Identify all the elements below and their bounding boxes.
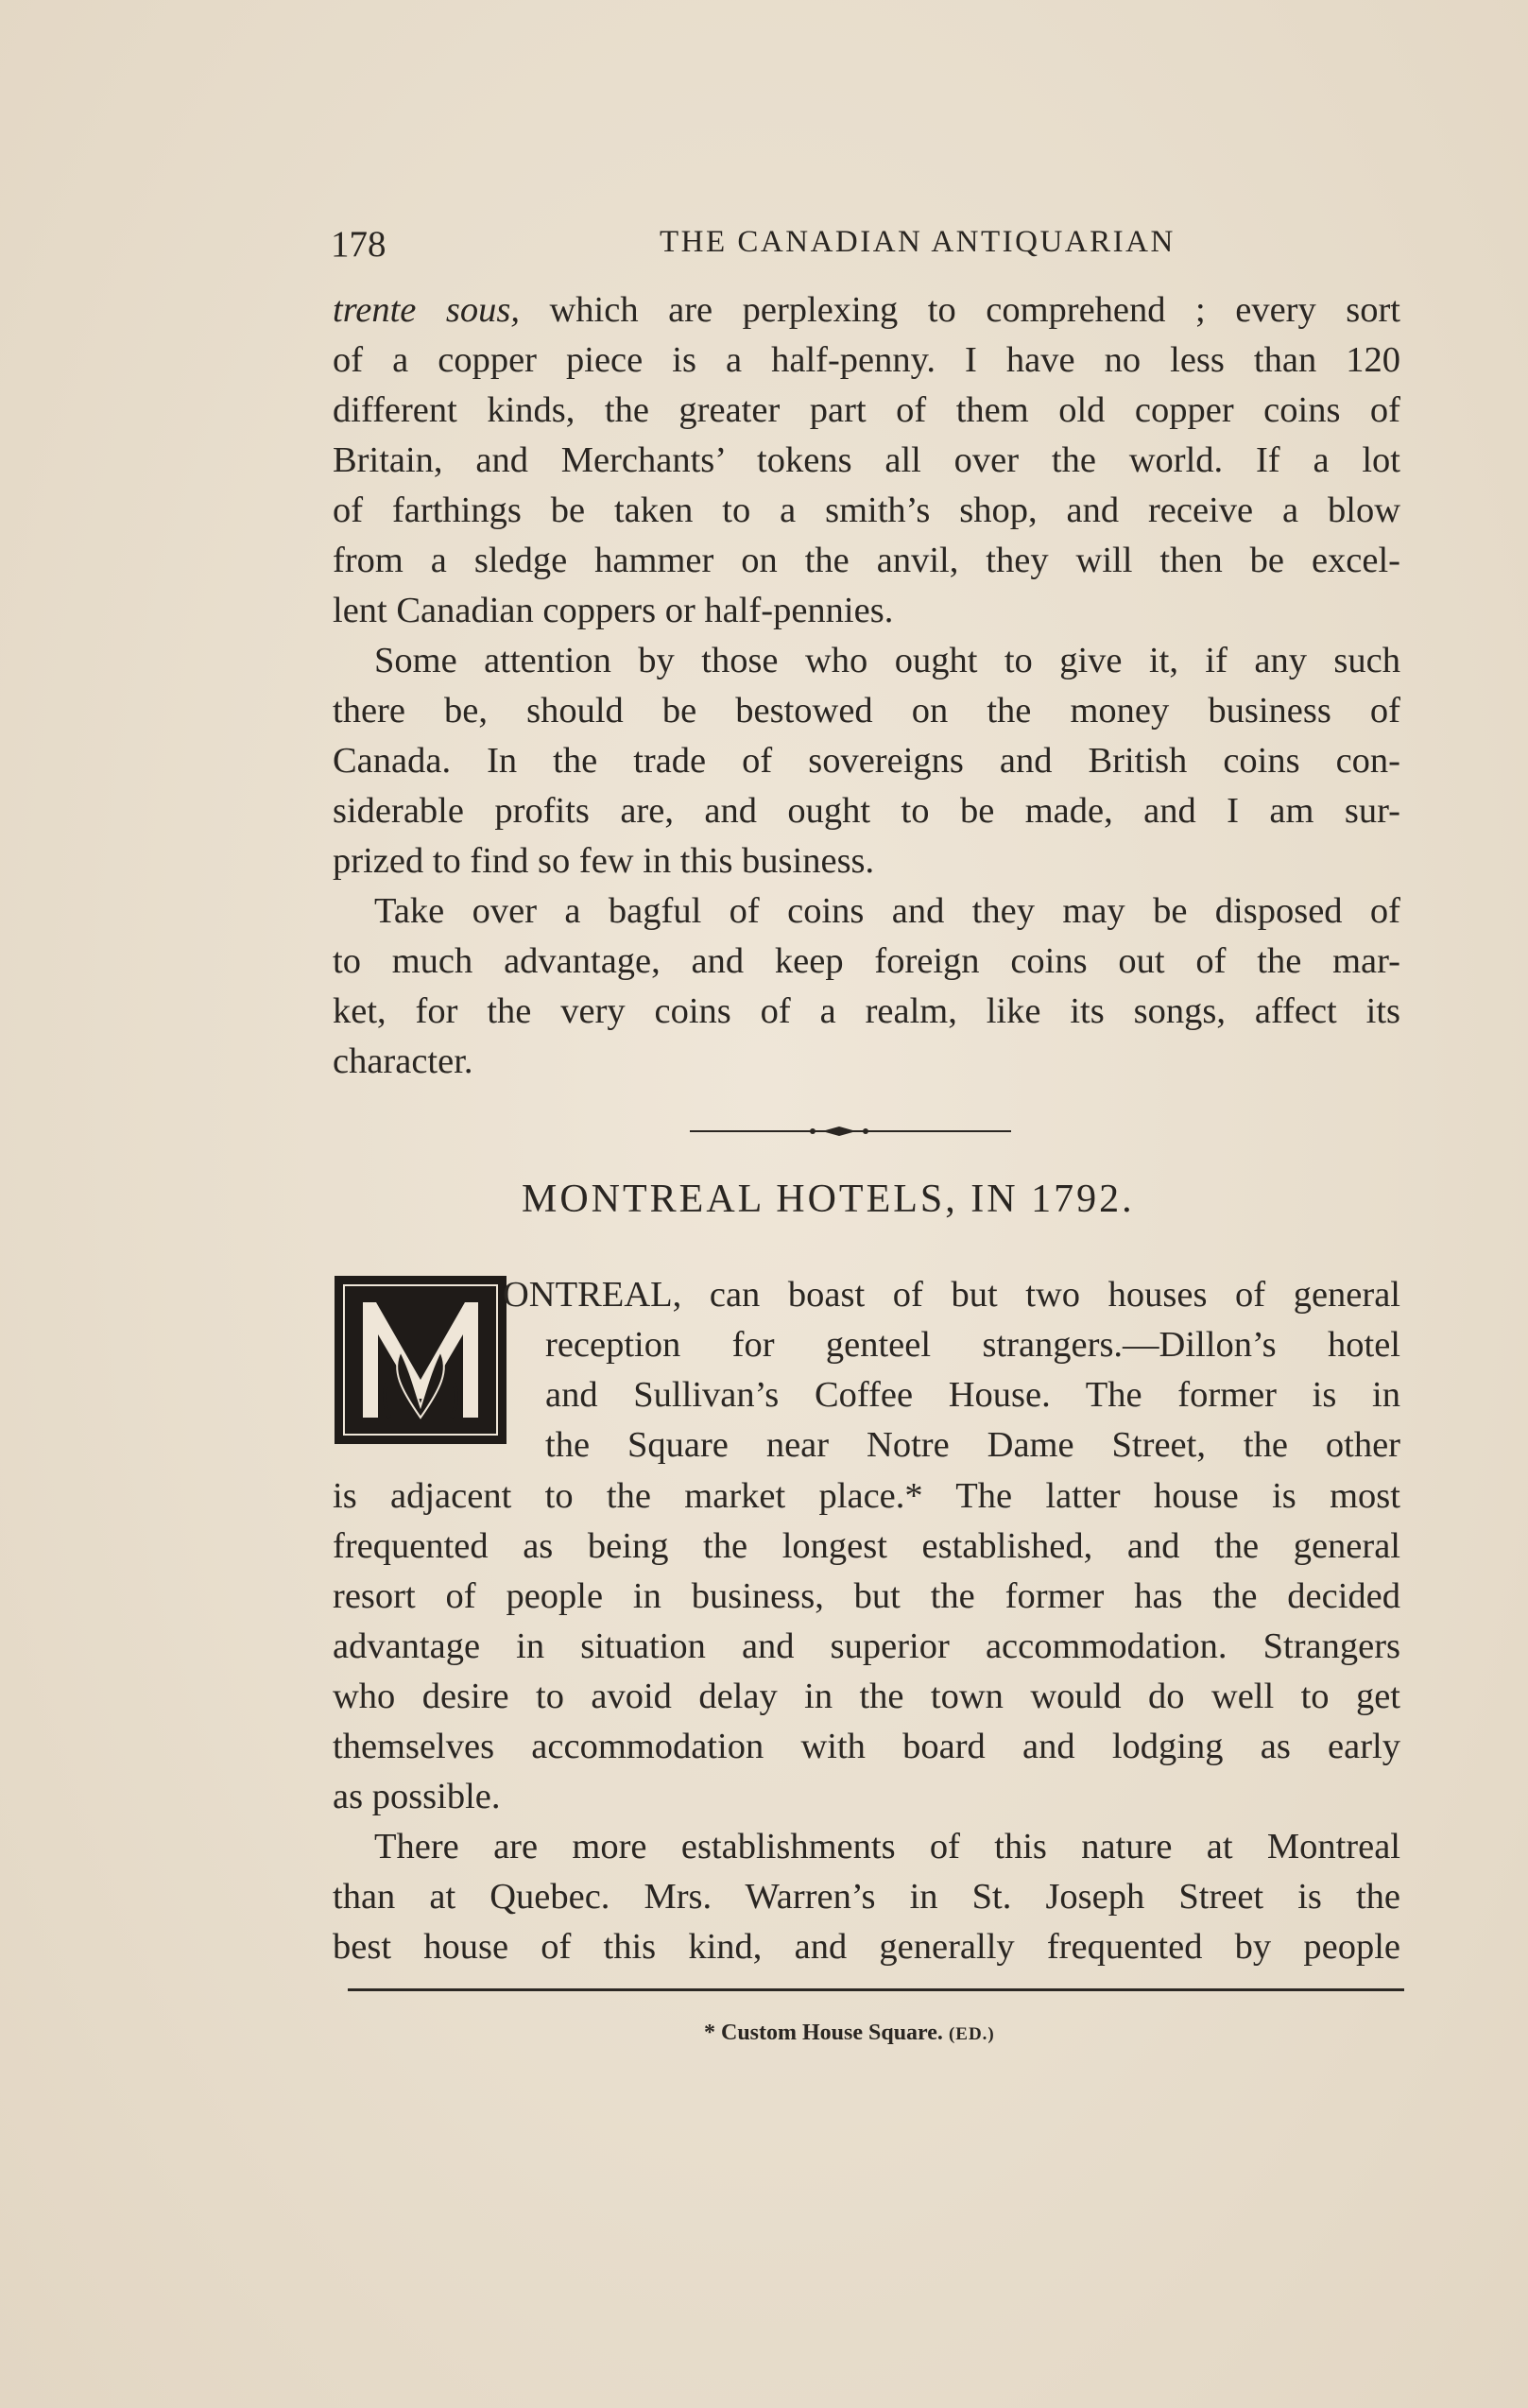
line-text: of farthings be taken to a smith’s shop, and receive a blow	[333, 490, 1400, 530]
text-line	[333, 987, 1400, 1037]
line-text: advantage in situation and superior accommodation. Strangers	[333, 1626, 1400, 1666]
text-line	[333, 1922, 1400, 1972]
line-text: there be, should be bestowed on the money business of	[333, 691, 1400, 731]
text-line	[333, 1772, 1400, 1822]
line-text: which are perplexing to comprehend ; every sort	[519, 290, 1400, 330]
line-text: who desire to avoid delay in the town would do well to get	[333, 1677, 1400, 1716]
line-text: character.	[333, 1041, 473, 1081]
line-text: ket, for the very coins of a realm, like its songs, affect its	[333, 991, 1400, 1031]
text-line	[333, 1872, 1400, 1922]
line-text: siderable profits are, and ought to be made, and I am sur-	[333, 791, 1400, 831]
first-section-text	[333, 285, 1400, 1087]
section-heading: MONTREAL HOTELS, IN 1792.	[522, 1178, 1135, 1221]
text-line	[333, 886, 1400, 937]
line-text: frequented as being the longest established, and the general	[333, 1526, 1400, 1566]
second-section-text	[333, 1471, 1400, 1972]
text-line	[333, 1037, 1400, 1087]
footnote-text: Custom House Square.	[721, 2021, 943, 2045]
line-text: of a copper piece is a half-penny. I have no less than 120	[333, 340, 1400, 380]
section-divider-ornament	[690, 1121, 1011, 1142]
text-line	[333, 436, 1400, 486]
drop-cap-text-line: ONTREAL, can boast of but two houses of general	[503, 1275, 1400, 1315]
page-number: 178	[331, 224, 386, 265]
line-text: than at Quebec. Mrs. Warren’s in St. Joseph Street is the	[333, 1877, 1400, 1917]
line-text: resort of people in business, but the former has the decided	[333, 1576, 1400, 1616]
text-line	[333, 1672, 1400, 1722]
text-line	[333, 1471, 1400, 1522]
text-line	[333, 636, 1400, 686]
line-text: lent Canadian coppers or half-pennies.	[333, 591, 894, 630]
text-line	[333, 1572, 1400, 1622]
drop-cap-text-line: the Square near Notre Dame Street, the other	[545, 1425, 1400, 1465]
text-line	[333, 285, 1400, 335]
text-line	[333, 536, 1400, 586]
footnote	[704, 2021, 995, 2046]
text-line	[333, 1522, 1400, 1572]
line-text: Take over a bagful of coins and they may be disposed of	[374, 891, 1400, 931]
line-text: different kinds, the greater part of them old copper coins of	[333, 390, 1400, 430]
line-text: Canada. In the trade of sovereigns and British coins con-	[333, 741, 1400, 781]
text-line	[333, 736, 1400, 786]
text-line	[333, 1622, 1400, 1672]
text-line	[333, 1822, 1400, 1872]
text-line	[333, 937, 1400, 987]
text-line	[333, 486, 1400, 536]
footnote-rule	[348, 1988, 1404, 1991]
running-title: THE CANADIAN ANTIQUARIAN	[660, 225, 1176, 259]
drop-cap-text-line: reception for genteel strangers.—Dillon’s hotel	[545, 1325, 1400, 1365]
drop-cap-text-line: and Sullivan’s Coffee House. The former is in	[545, 1375, 1400, 1415]
line-text: themselves accommodation with board and lodging as early	[333, 1727, 1400, 1766]
line-text: best house of this kind, and generally frequented by people	[333, 1927, 1400, 1967]
line-text: There are more establishments of this nature at Montreal	[374, 1827, 1400, 1866]
line-text: prized to find so few in this business.	[333, 841, 875, 881]
line-text: as possible.	[333, 1777, 501, 1816]
text-line	[333, 686, 1400, 736]
footnote-marker: *	[704, 2021, 715, 2045]
line-text: to much advantage, and keep foreign coins out of the mar-	[333, 941, 1400, 981]
decorative-drop-cap	[335, 1276, 506, 1444]
line-text: is adjacent to the market place.* The latter house is most	[333, 1476, 1400, 1516]
text-line	[333, 1722, 1400, 1772]
italic-phrase: trente sous,	[333, 290, 520, 330]
line-text: Some attention by those who ought to give it, if any such	[374, 641, 1400, 680]
text-line	[333, 786, 1400, 836]
text-line	[333, 836, 1400, 886]
line-text: from a sledge hammer on the anvil, they will then be excel-	[333, 541, 1400, 580]
running-head	[331, 215, 1399, 263]
text-line	[333, 335, 1400, 386]
text-line	[333, 386, 1400, 436]
text-line	[333, 586, 1400, 636]
footnote-editor-note: (ED.)	[948, 2024, 995, 2044]
line-text: Britain, and Merchants’ tokens all over the world. If a lot	[333, 440, 1400, 480]
